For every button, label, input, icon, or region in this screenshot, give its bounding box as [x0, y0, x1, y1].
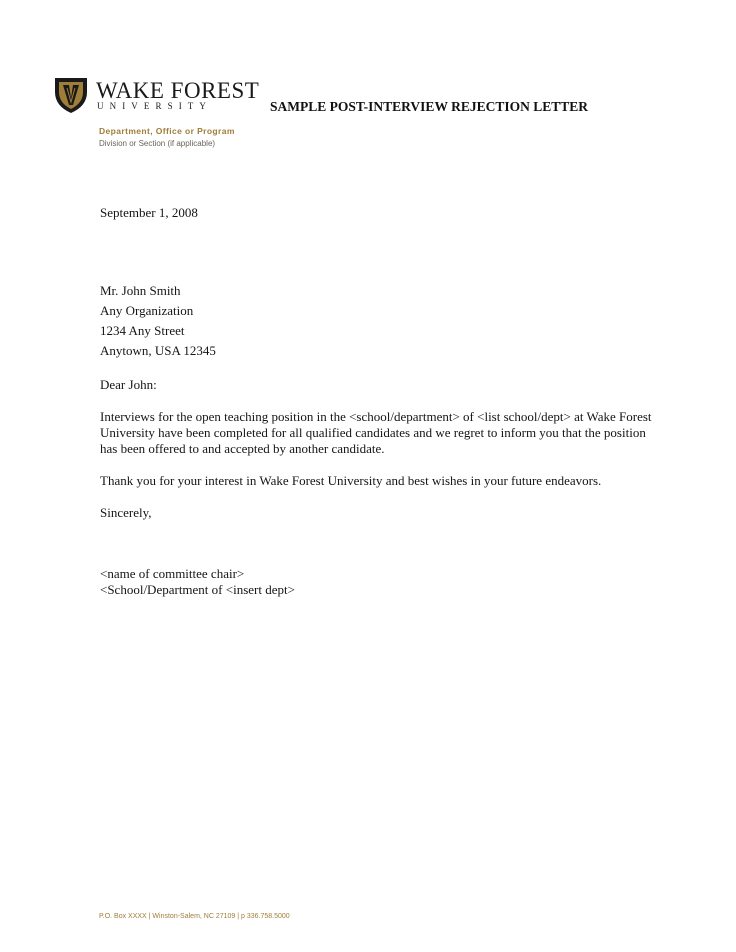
footer-contact: P.O. Box XXXX | Winston-Salem, NC 27109 | p 336.758.5000	[99, 913, 290, 920]
recipient-city: Anytown, USA 12345	[100, 343, 216, 358]
closing: Sincerely,	[100, 505, 152, 520]
recipient-address	[100, 281, 660, 361]
division-line: Division or Section (if applicable)	[99, 139, 216, 148]
university-wordmark: WAKE FOREST	[96, 78, 260, 103]
signature-name: <name of committee chair>	[100, 566, 245, 581]
salutation: Dear John:	[100, 377, 157, 392]
recipient-organization: Any Organization	[100, 303, 194, 318]
body-paragraph-2: Thank you for your interest in Wake Forest University and best wishes in your future endeavors.	[100, 473, 602, 488]
wake-forest-shield-icon	[54, 76, 88, 114]
body-paragraph-1: Interviews for the open teaching position in the <school/department> of <list school/dept> at Wake Forest University have been completed for all qualified candidates and we regret to inform you that the position has been offered to and accepted by another candidate.	[100, 409, 652, 456]
recipient-name: Mr. John Smith	[100, 283, 181, 298]
letter-date: September 1, 2008	[100, 205, 198, 220]
recipient-street: 1234 Any Street	[100, 323, 185, 338]
document-title: SAMPLE POST-INTERVIEW REJECTION LETTER	[270, 99, 588, 114]
department-line: Department, Office or Program	[99, 126, 235, 136]
signature-department: <School/Department of <insert dept>	[100, 582, 295, 597]
letter-body	[100, 205, 660, 598]
university-subtitle: UNIVERSITY	[97, 101, 212, 111]
